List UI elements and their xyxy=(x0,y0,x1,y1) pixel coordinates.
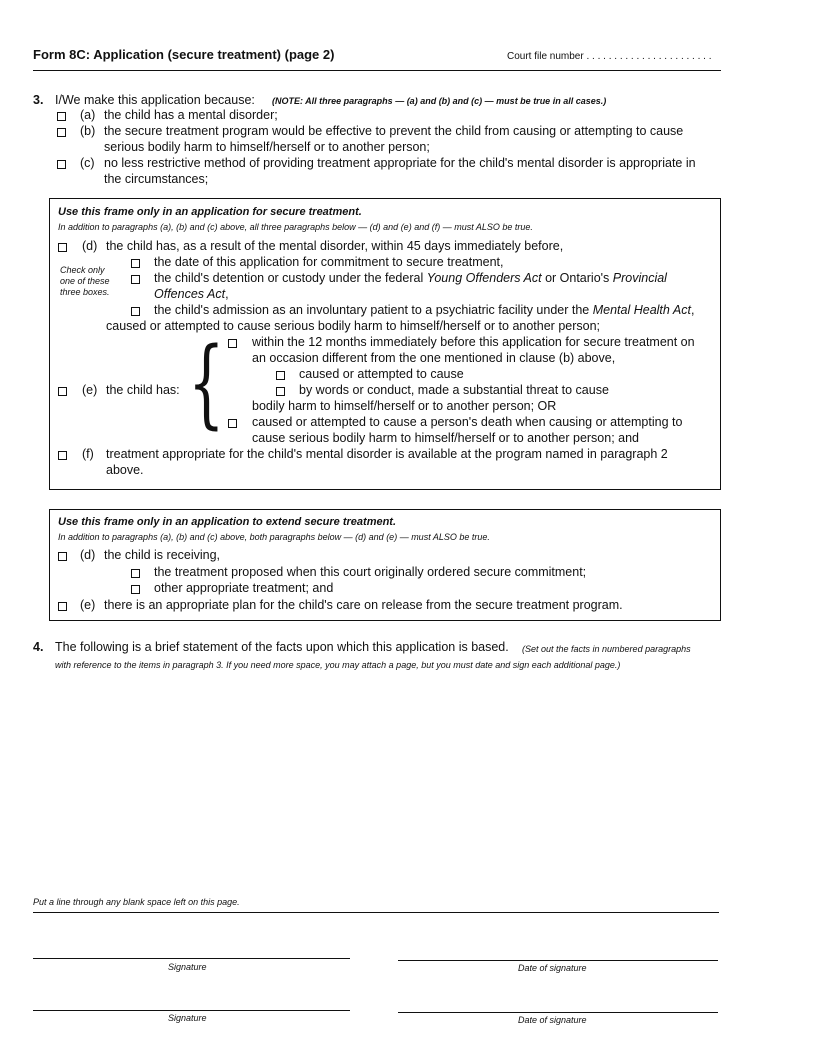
frame-1-d2: the child's detention or custody under the federal Young Offenders Act or Ontario's Provincial xyxy=(154,271,667,285)
date-line-2[interactable] xyxy=(398,1012,718,1013)
section-3-number: 3. xyxy=(33,93,44,107)
item-3a-text: the child has a mental disorder; xyxy=(104,108,278,122)
frame-1-e-label: (e) xyxy=(82,383,98,397)
court-file-number-label: Court file number . . . . . . . . . . . . . . . . . . . . . . . xyxy=(507,51,712,62)
checkbox-3a[interactable] xyxy=(57,112,66,121)
checkbox-1d[interactable] xyxy=(58,243,67,252)
frame-1-f-label: (f) xyxy=(82,447,94,461)
section-4-text: The following is a brief statement of the facts upon which this application is based. xyxy=(55,640,509,654)
frame-2-e-text: there is an appropriate plan for the child's care on release from the secure treatment program. xyxy=(104,598,623,612)
item-3c-label: (c) xyxy=(80,156,95,170)
checkbox-2d-1[interactable] xyxy=(131,569,140,578)
checkbox-1d-3[interactable] xyxy=(131,307,140,316)
frame-2-d-text: the child is receiving, xyxy=(104,548,221,562)
checkbox-1e[interactable] xyxy=(58,387,67,396)
frame-2-subtitle: In addition to paragraphs (a), (b) and (c) above, both paragraphs below — (d) and (e) — must ALSO be true. xyxy=(58,532,490,542)
section-3-intro: I/We make this application because: xyxy=(55,93,255,107)
frame-1-e1-line-1: within the 12 months immediately before this application for secure treatment on xyxy=(252,335,695,349)
check-note-2: one of these xyxy=(60,276,110,286)
item-3b-text-1: the secure treatment program would be effective to prevent the child from causing or attempting to cause xyxy=(104,124,684,138)
signature-line-2[interactable] xyxy=(33,1010,350,1011)
signature-label-2: Signature xyxy=(168,1013,207,1023)
frame-1-e1-conclusion: bodily harm to himself/herself or to another person; OR xyxy=(252,399,557,413)
checkbox-3c[interactable] xyxy=(57,160,66,169)
frame-1-d1: the date of this application for commitment to secure treatment, xyxy=(154,255,504,269)
blank-space-note: Put a line through any blank space left on this page. xyxy=(33,897,240,907)
frame-1-d-text: the child has, as a result of the mental disorder, within 45 days immediately before, xyxy=(106,239,564,253)
frame-1-subtitle: In addition to paragraphs (a), (b) and (c) above, all three paragraphs below — (d) and (e) and (f) — must ALSO be true. xyxy=(58,222,533,232)
frame-1-d3: the child's admission as an involuntary patient to a psychiatric facility under the Mental Health Act, xyxy=(154,303,695,317)
frame-1-f-line-2: above. xyxy=(106,463,144,477)
date-label-2: Date of signature xyxy=(518,1015,587,1025)
frame-1-d-conclusion: caused or attempted to cause serious bodily harm to himself/herself or to another person; xyxy=(106,319,601,333)
frame-1-f-line-1: treatment appropriate for the child's mental disorder is available at the program named in paragraph 2 xyxy=(106,447,668,461)
checkbox-3b[interactable] xyxy=(57,128,66,137)
frame-1-title: Use this frame only in an application for secure treatment. xyxy=(58,206,362,218)
checkbox-1e-1a[interactable] xyxy=(276,371,285,380)
item-3b-text-2: serious bodily harm to himself/herself or to another person; xyxy=(104,140,430,154)
blank-space-line xyxy=(33,912,719,913)
check-note-3: three boxes. xyxy=(60,287,110,297)
signature-label-1: Signature xyxy=(168,962,207,972)
item-3a-label: (a) xyxy=(80,108,96,122)
form-title: Form 8C: Application (secure treatment) (page 2) xyxy=(33,47,335,62)
checkbox-2d-2[interactable] xyxy=(131,585,140,594)
curly-brace: { xyxy=(188,327,225,439)
frame-1-e1a: caused or attempted to cause xyxy=(299,367,464,381)
frame-2-d-label: (d) xyxy=(80,548,96,562)
checkbox-1e-1[interactable] xyxy=(228,339,237,348)
date-label-1: Date of signature xyxy=(518,963,587,973)
checkbox-1d-1[interactable] xyxy=(131,259,140,268)
checkbox-1e-1b[interactable] xyxy=(276,387,285,396)
frame-1-e2-line-2: cause serious bodily harm to himself/herself or to another person; and xyxy=(252,431,640,445)
checkbox-2e[interactable] xyxy=(58,602,67,611)
frame-1-e-text: the child has: xyxy=(106,383,180,397)
item-3c-text-1: no less restrictive method of providing treatment appropriate for the child's mental disorder is appropriate in xyxy=(104,156,696,170)
section-4-note-2: with reference to the items in paragraph 3. If you need more space, you may attach a page, but you must date and sign each additional page.) xyxy=(55,660,621,670)
checkbox-1f[interactable] xyxy=(58,451,67,460)
section-3-note: (NOTE: All three paragraphs — (a) and (b) and (c) — must be true in all cases.) xyxy=(272,96,607,106)
check-note-1: Check only xyxy=(60,265,105,275)
frame-1-d2-cont: Offences Act, xyxy=(154,287,229,301)
frame-2-title: Use this frame only in an application to extend secure treatment. xyxy=(58,516,397,528)
header-divider xyxy=(33,70,721,71)
date-line-1[interactable] xyxy=(398,960,718,961)
checkbox-2d[interactable] xyxy=(58,552,67,561)
frame-2-d2: other appropriate treatment; and xyxy=(154,581,334,595)
section-4-note-1: (Set out the facts in numbered paragraphs xyxy=(522,644,691,654)
frame-1-e1-line-2: an occasion different from the one mentioned in clause (b) above, xyxy=(252,351,616,365)
frame-1-e2-line-1: caused or attempted to cause a person's death when causing or attempting to xyxy=(252,415,683,429)
frame-1-d-label: (d) xyxy=(82,239,98,253)
frame-2-d1: the treatment proposed when this court originally ordered secure commitment; xyxy=(154,565,587,579)
checkbox-1e-2[interactable] xyxy=(228,419,237,428)
frame-1-e1b: by words or conduct, made a substantial threat to cause xyxy=(299,383,609,397)
item-3c-text-2: the circumstances; xyxy=(104,172,209,186)
section-4-number: 4. xyxy=(33,640,44,654)
checkbox-1d-2[interactable] xyxy=(131,275,140,284)
frame-2-e-label: (e) xyxy=(80,598,96,612)
item-3b-label: (b) xyxy=(80,124,96,138)
signature-line-1[interactable] xyxy=(33,958,350,959)
